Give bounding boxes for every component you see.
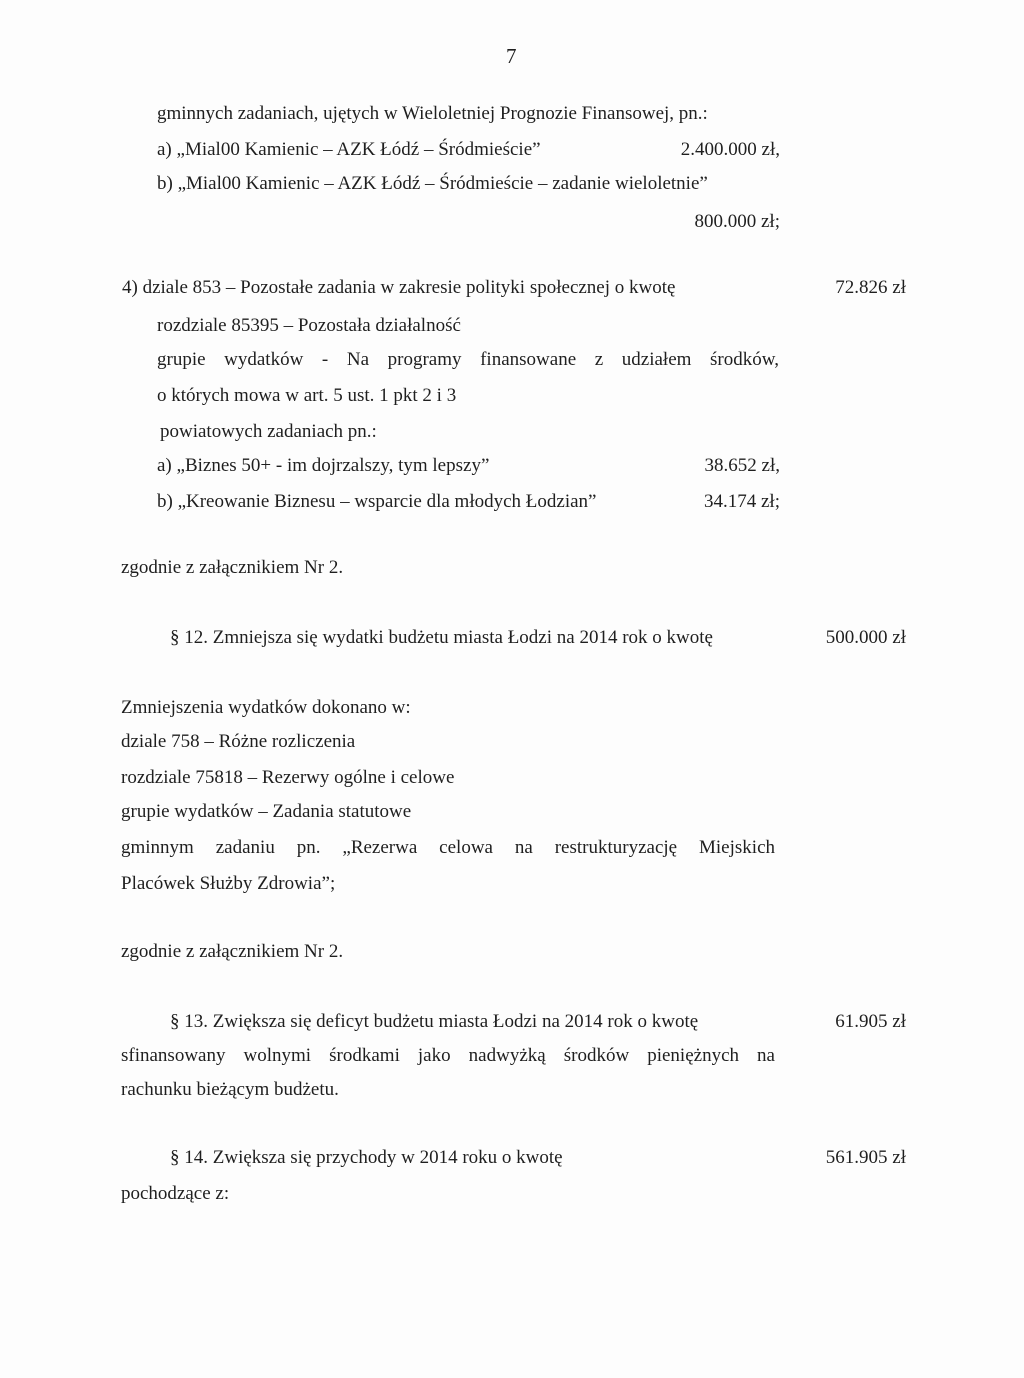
sec13-amount: 61.905 zł <box>835 1011 906 1032</box>
sec11-tail-item-a-amount: 2.400.000 zł, <box>680 139 780 160</box>
sec14-line1: § 14. Zwiększa się przychody w 2014 roku o kwotę <box>170 1147 563 1168</box>
sec14-amount: 561.905 zł <box>825 1147 906 1168</box>
sec12-line5: grupie wydatków – Zadania statutowe <box>121 801 412 822</box>
page-number: 7 <box>506 44 517 68</box>
sec12-line7: Placówek Służby Zdrowia”; <box>121 873 336 894</box>
sec12-amount: 500.000 zł <box>825 627 906 648</box>
sec12-line4: rozdziale 75818 – Rezerwy ogólne i celowe <box>121 767 455 788</box>
sec11-p4-item-b-amount: 34.174 zł; <box>704 491 780 512</box>
sec11-tail-line1: gminnych zadaniach, ujętych w Wieloletniej Prognozie Finansowej, pn.: <box>157 103 708 124</box>
sec11-p4-item-b: b) „Kreowanie Biznesu – wsparcie dla młodych Łodzian” <box>157 491 597 512</box>
sec13-line2: sfinansowany wolnymi środkami jako nadwyżką środków pieniężnych na <box>121 1045 775 1066</box>
sec14-line2: pochodzące z: <box>121 1183 230 1204</box>
sec11-p4-line3: grupie wydatków - Na programy finansowane z udziałem środków, <box>157 349 779 370</box>
sec11-p4-item-a-amount: 38.652 zł, <box>704 455 780 476</box>
sec11-p4-item-a: a) „Biznes 50+ - im dojrzalszy, tym lepszy” <box>157 455 490 476</box>
sec11-attachment: zgodnie z załącznikiem Nr 2. <box>121 557 344 578</box>
sec11-tail-item-b: b) „Mial00 Kamienic – AZK Łódź – Śródmieście – zadanie wieloletnie” <box>157 173 708 194</box>
sec12-line2: Zmniejszenia wydatków dokonano w: <box>121 697 411 718</box>
sec13-line1: § 13. Zwiększa się deficyt budżetu miasta Łodzi na 2014 rok o kwotę <box>170 1011 699 1032</box>
sec11-tail-item-b-amount: 800.000 zł; <box>694 211 780 232</box>
sec11-p4-line1: 4) dziale 853 – Pozostałe zadania w zakresie polityki społecznej o kwotę <box>122 277 676 298</box>
sec12-line6: gminnym zadaniu pn. „Rezerwa celowa na restrukturyzację Miejskich <box>121 837 775 858</box>
sec11-p4-line4: o których mowa w art. 5 ust. 1 pkt 2 i 3 <box>157 385 457 406</box>
sec12-attachment: zgodnie z załącznikiem Nr 2. <box>121 941 344 962</box>
sec12-line1: § 12. Zmniejsza się wydatki budżetu miasta Łodzi na 2014 rok o kwotę <box>170 627 713 648</box>
sec11-p4-line5: powiatowych zadaniach pn.: <box>160 421 377 442</box>
sec13-line3: rachunku bieżącym budżetu. <box>121 1079 339 1100</box>
sec12-line3: dziale 758 – Różne rozliczenia <box>121 731 356 752</box>
sec11-p4-amount: 72.826 zł <box>835 277 906 298</box>
sec11-tail-item-a: a) „Mial00 Kamienic – AZK Łódź – Śródmieście” <box>157 139 541 160</box>
sec11-p4-line2: rozdziale 85395 – Pozostała działalność <box>157 315 461 336</box>
